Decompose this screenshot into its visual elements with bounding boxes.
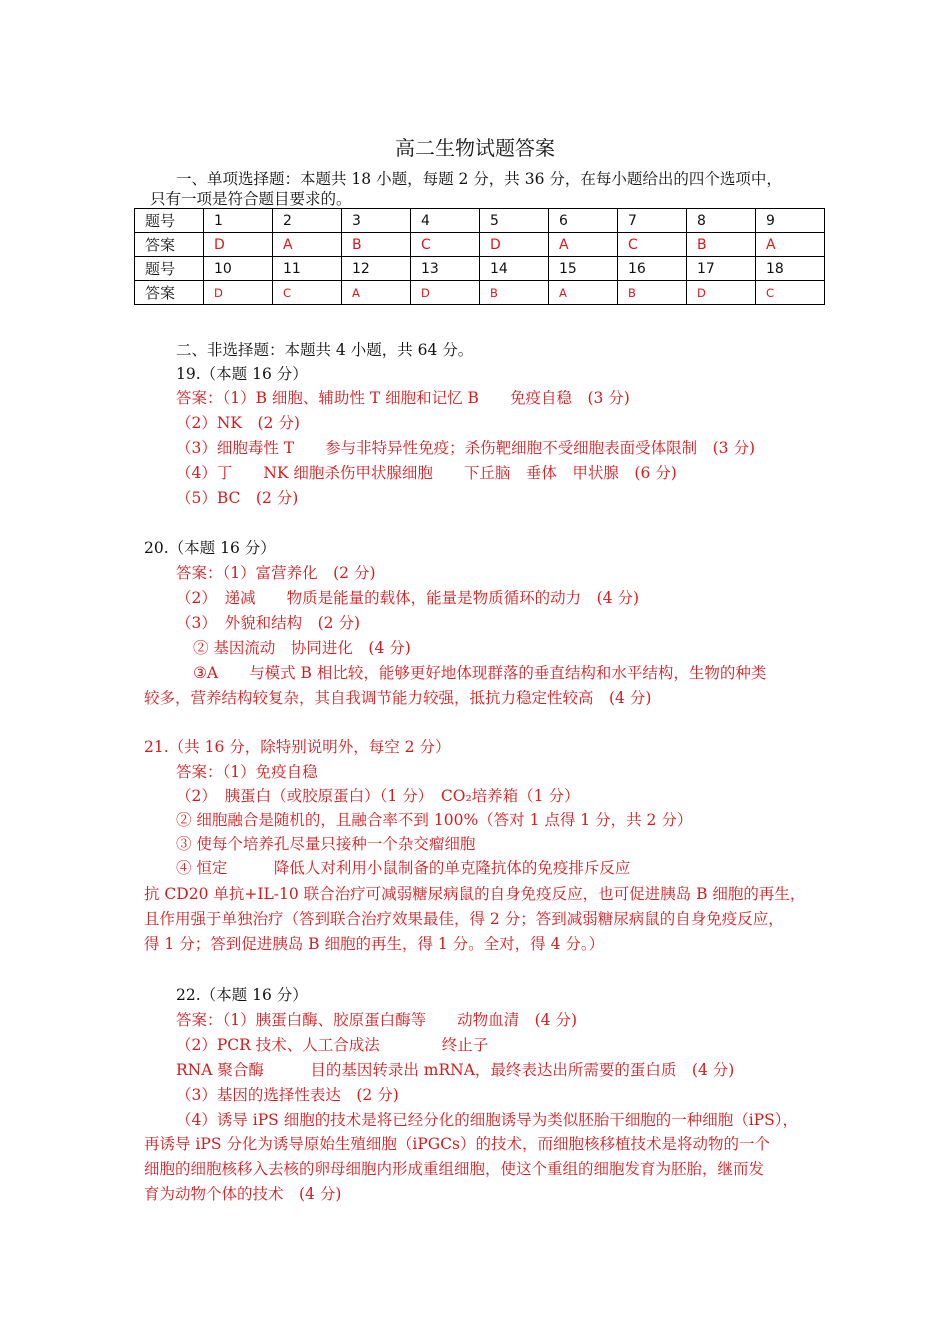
- q21-answer-line: 抗 CD20 单抗+IL-10 联合治疗可减弱糖尿病鼠的自身免疫反应，也可促进胰岛 B 细胞的再生，: [144, 885, 806, 903]
- question-number: 11: [273, 257, 342, 281]
- answer-value: B: [618, 281, 687, 305]
- answer-value: D: [411, 281, 480, 305]
- answer-value: B: [480, 281, 549, 305]
- q19-answer-line: （3）细胞毒性 T 参与非特异性免疫；杀伤靶细胞不受细胞表面受体限制 (3 分): [176, 439, 756, 457]
- question-number: 1: [204, 209, 273, 233]
- question-number: 16: [618, 257, 687, 281]
- answer-value: C: [411, 233, 480, 257]
- row-label-question: 题号: [135, 209, 204, 233]
- answer-value: A: [549, 233, 618, 257]
- row-label-answer: 答案: [135, 233, 204, 257]
- table-row: [135, 281, 825, 305]
- q21-answer-line: 得 1 分；答到促进胰岛 B 细胞的再生，得 1 分。全对，得 4 分。）: [144, 935, 605, 953]
- question-number: 5: [480, 209, 549, 233]
- q21-answer-line: ② 细胞融合是随机的，且融合率不到 100%（答对 1 点得 1 分，共 2 分）: [176, 811, 693, 829]
- q21-header: 21.（共 16 分，除特别说明外，每空 2 分）: [144, 738, 451, 756]
- q19-answer-line: （2）NK (2 分): [176, 414, 300, 432]
- question-number: 2: [273, 209, 342, 233]
- q22-answer-line: 再诱导 iPS 分化为诱导原始生殖细胞（iPGCs）的技术，而细胞核移植技术是将动物的一个: [144, 1135, 770, 1153]
- q19-header: 19.（本题 16 分）: [176, 365, 308, 383]
- section1-intro-line1: 一、单项选择题：本题共 18 小题，每题 2 分，共 36 分，在每小题给出的四个选项中，: [176, 170, 782, 188]
- table-row: [135, 257, 825, 281]
- question-number: 4: [411, 209, 480, 233]
- answer-value: A: [273, 233, 342, 257]
- question-number: 3: [342, 209, 411, 233]
- answer-value: D: [204, 281, 273, 305]
- answer-value: D: [480, 233, 549, 257]
- answer-value: C: [618, 233, 687, 257]
- answer-value: B: [687, 233, 756, 257]
- row-label-answer: 答案: [135, 281, 204, 305]
- q19-answer-line: 答案：（1）B 细胞、辅助性 T 细胞和记忆 B 免疫自稳 (3 分): [176, 389, 630, 407]
- answer-value: D: [687, 281, 756, 305]
- q20-answer-line: ③A 与模式 B 相比较，能够更好地体现群落的垂直结构和水平结构，生物的种类: [193, 664, 767, 682]
- q21-answer-line: ③ 使每个培养孔尽量只接种一个杂交瘤细胞: [176, 835, 476, 853]
- answer-value: D: [204, 233, 273, 257]
- section1-intro-line2: 只有一项是符合题目要求的。: [150, 190, 352, 208]
- table-row: [135, 233, 825, 257]
- question-number: 6: [549, 209, 618, 233]
- q22-answer-line: 答案：（1）胰蛋白酶、胶原蛋白酶等 动物血清 (4 分): [176, 1011, 577, 1029]
- question-number: 14: [480, 257, 549, 281]
- q20-answer-line: （3） 外貌和结构 (2 分): [176, 614, 360, 632]
- answer-value: B: [342, 233, 411, 257]
- question-number: 8: [687, 209, 756, 233]
- q21-answer-line: （2） 胰蛋白（或胶原蛋白）（1 分） CO₂培养箱（1 分）: [176, 787, 580, 805]
- section2-intro: 二、非选择题：本题共 4 小题，共 64 分。: [176, 341, 474, 359]
- answer-table: [134, 208, 825, 305]
- answer-value: C: [273, 281, 342, 305]
- q19-answer-line: （4）丁 NK 细胞杀伤甲状腺细胞 下丘脑 垂体 甲状腺 (6 分): [176, 464, 677, 482]
- question-number: 7: [618, 209, 687, 233]
- question-number: 12: [342, 257, 411, 281]
- q22-answer-line: RNA 聚合酶 目的基因转录出 mRNA，最终表达出所需要的蛋白质 (4 分): [176, 1061, 735, 1079]
- answer-value: C: [756, 281, 825, 305]
- question-number: 15: [549, 257, 618, 281]
- q19-answer-line: （5）BC (2 分): [176, 489, 299, 507]
- q22-answer-line: 育为动物个体的技术 (4 分): [144, 1185, 342, 1203]
- row-label-question: 题号: [135, 257, 204, 281]
- q22-answer-line: （2）PCR 技术、人工合成法 终止子: [176, 1036, 489, 1054]
- question-number: 13: [411, 257, 480, 281]
- q21-answer-line: ④ 恒定 降低人对利用小鼠制备的单克隆抗体的免疫排斥反应: [176, 859, 631, 877]
- question-number: 17: [687, 257, 756, 281]
- answer-value: A: [549, 281, 618, 305]
- q21-answer-line: 答案：（1）免疫自稳: [176, 763, 318, 781]
- q21-answer-line: 且作用强于单独治疗（答到联合治疗效果最佳，得 2 分；答到减弱糖尿病鼠的自身免疫反应，: [144, 910, 784, 928]
- answer-value: A: [756, 233, 825, 257]
- page-title: 高二生物试题答案: [395, 136, 555, 160]
- table-row: [135, 209, 825, 233]
- q20-answer-line: 答案：（1）富营养化 (2 分): [176, 564, 376, 582]
- q20-header: 20.（本题 16 分）: [144, 539, 276, 557]
- question-number: 18: [756, 257, 825, 281]
- q20-answer-line: 较多，营养结构较复杂，其自我调节能力较强，抵抗力稳定性较高 (4 分): [144, 689, 652, 707]
- q22-header: 22.（本题 16 分）: [176, 986, 308, 1004]
- question-number: 10: [204, 257, 273, 281]
- q22-answer-line: 细胞的细胞核移入去核的卵母细胞内形成重组细胞，使这个重组的细胞发育为胚胎，继而发: [144, 1160, 765, 1178]
- q22-answer-line: （3）基因的选择性表达 (2 分): [176, 1086, 399, 1104]
- question-number: 9: [756, 209, 825, 233]
- q20-answer-line: （2） 递减 物质是能量的载体，能量是物质循环的动力 (4 分): [176, 589, 639, 607]
- answer-value: A: [342, 281, 411, 305]
- q20-answer-line: ② 基因流动 协同进化 (4 分): [193, 639, 411, 657]
- q22-answer-line: （4）诱导 iPS 细胞的技术是将已经分化的细胞诱导为类似胚胎干细胞的一种细胞（iPS），: [176, 1111, 798, 1129]
